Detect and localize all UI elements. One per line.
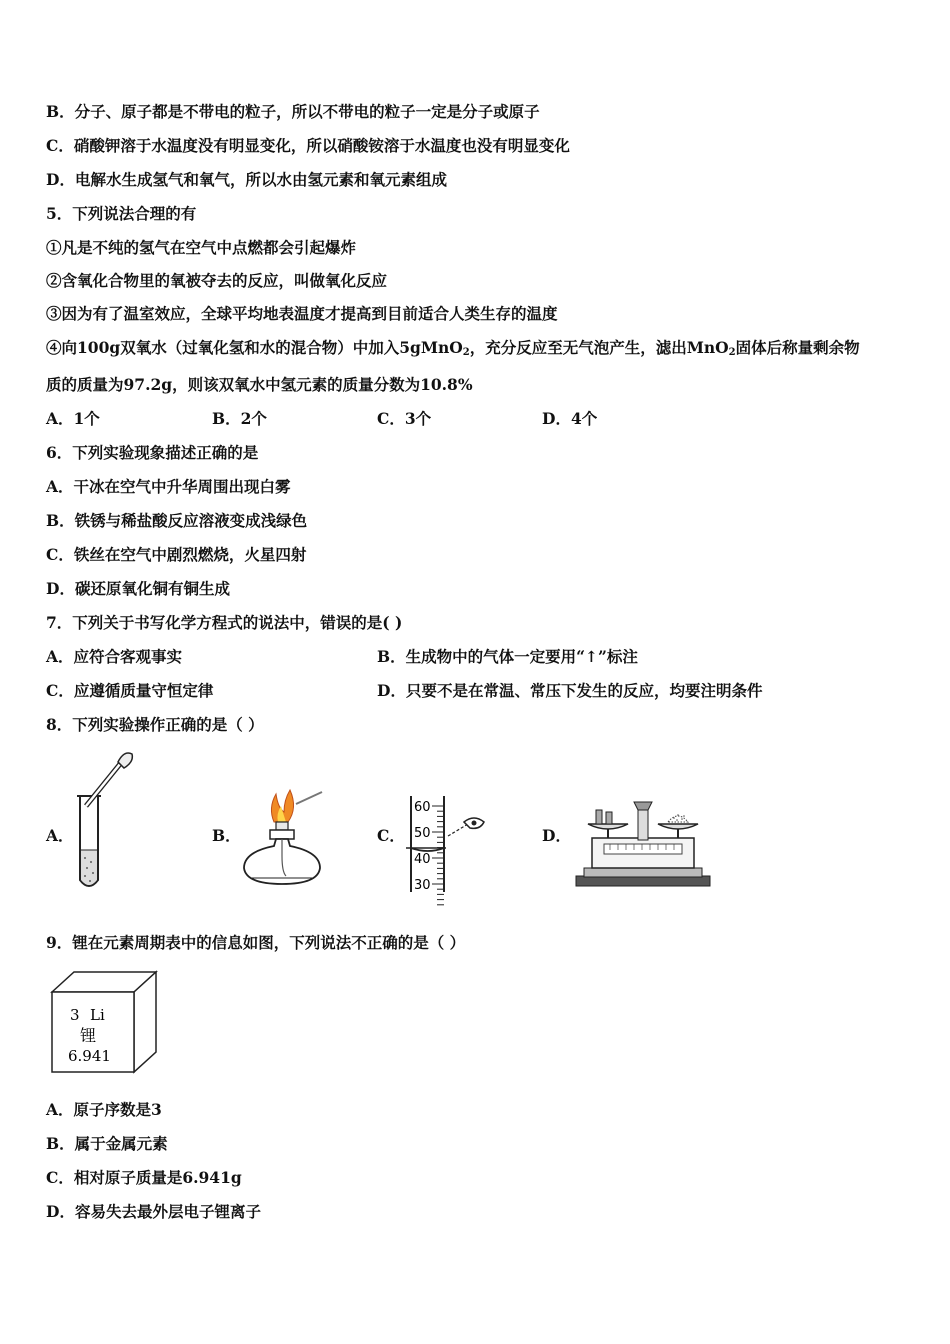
q7-option-b: B．生成物中的气体一定要用“↑”标注 [377, 647, 638, 666]
q5-statement-1: ①凡是不纯的氢气在空气中点燃都会引起爆炸 [46, 238, 357, 257]
q4-option-c: C．硝酸钾溶于水温度没有明显变化，所以硝酸铵溶于水温度也没有明显变化 [46, 136, 570, 155]
balance-scale-figure [574, 798, 714, 892]
q5-option-b: B．2个 [212, 409, 267, 428]
graduated-cylinder-figure [404, 796, 494, 894]
q5-statement-2: ②含氧化合物里的氧被夺去的反应，叫做氧化反应 [46, 271, 388, 290]
q7-option-c: C．应遵循质量守恒定律 [46, 681, 214, 700]
q9-option-c: C．相对原子质量是6.941g [46, 1168, 242, 1187]
q8-label-b: B． [212, 826, 241, 845]
q6-option-a: A．干冰在空气中升华周围出现白雾 [46, 477, 291, 496]
q8-label-c: C． [377, 826, 405, 845]
q5-s4-part-a: ④向100g双氧水（过氧化氢和水的混合物）中加入5gMnO [46, 338, 463, 357]
q5-s4-sub2: 2 [728, 347, 736, 358]
q8-label-d: D． [542, 826, 571, 845]
lithium-element-card [50, 970, 160, 1076]
q9-stem: 9．锂在元素周期表中的信息如图，下列说法不正确的是（ ） [46, 933, 466, 952]
q9-option-a: A．原子序数是3 [46, 1100, 162, 1119]
q7-option-a: A．应符合客观事实 [46, 647, 183, 666]
element-number: 3 [70, 1006, 80, 1024]
q4-option-d: D．电解水生成氢气和氧气，所以水由氢元素和氧元素组成 [46, 170, 447, 189]
alcohol-lamp-figure [238, 786, 328, 890]
q6-option-d: D．碳还原氧化铜有铜生成 [46, 579, 230, 598]
q5-statement-3: ③因为有了温室效应，全球平均地表温度才提高到目前适合人类生存的温度 [46, 304, 558, 323]
q9-option-b: B．属于金属元素 [46, 1134, 168, 1153]
q9-option-d: D．容易失去最外层电子锂离子 [46, 1202, 261, 1221]
dropper-test-tube-figure [74, 746, 144, 892]
q5-s4-part-b: ，充分反应至无气泡产生，滤出MnO [469, 338, 729, 357]
q5-statement-4 [46, 338, 860, 363]
cylinder-tick-label: 40 [414, 852, 431, 867]
q6-option-b: B．铁锈与稀盐酸反应溶液变成浅绿色 [46, 511, 308, 530]
cylinder-tick-label: 60 [414, 800, 431, 815]
cylinder-tick-label: 30 [414, 878, 431, 893]
q6-stem: 6．下列实验现象描述正确的是 [46, 443, 259, 462]
element-name: 锂 [80, 1026, 97, 1045]
q4-option-b: B．分子、原子都是不带电的粒子，所以不带电的粒子一定是分子或原子 [46, 102, 540, 121]
q6-option-c: C．铁丝在空气中剧烈燃烧，火星四射 [46, 545, 307, 564]
q5-s4-part-c: 固体后称量剩余物 [735, 338, 860, 357]
q5-option-a: A．1个 [46, 409, 100, 428]
q5-option-d: D．4个 [542, 409, 598, 428]
q7-option-d: D．只要不是在常温、常压下发生的反应，均要注明条件 [377, 681, 763, 700]
element-symbol: Li [90, 1006, 105, 1024]
q5-statement-4-line2: 质的质量为97.2g，则该双氧水中氢元素的质量分数为10.8% [46, 375, 473, 394]
cylinder-tick-label: 50 [414, 826, 431, 841]
q8-stem: 8．下列实验操作正确的是（ ） [46, 715, 264, 734]
q5-stem: 5．下列说法合理的有 [46, 204, 197, 223]
element-mass: 6.941 [68, 1047, 111, 1065]
q7-stem: 7．下列关于书写化学方程式的说法中，错误的是( ) [46, 613, 403, 632]
q8-label-a: A． [46, 826, 74, 845]
q5-s4-sub: 2 [462, 347, 470, 358]
q5-option-c: C．3个 [377, 409, 432, 428]
